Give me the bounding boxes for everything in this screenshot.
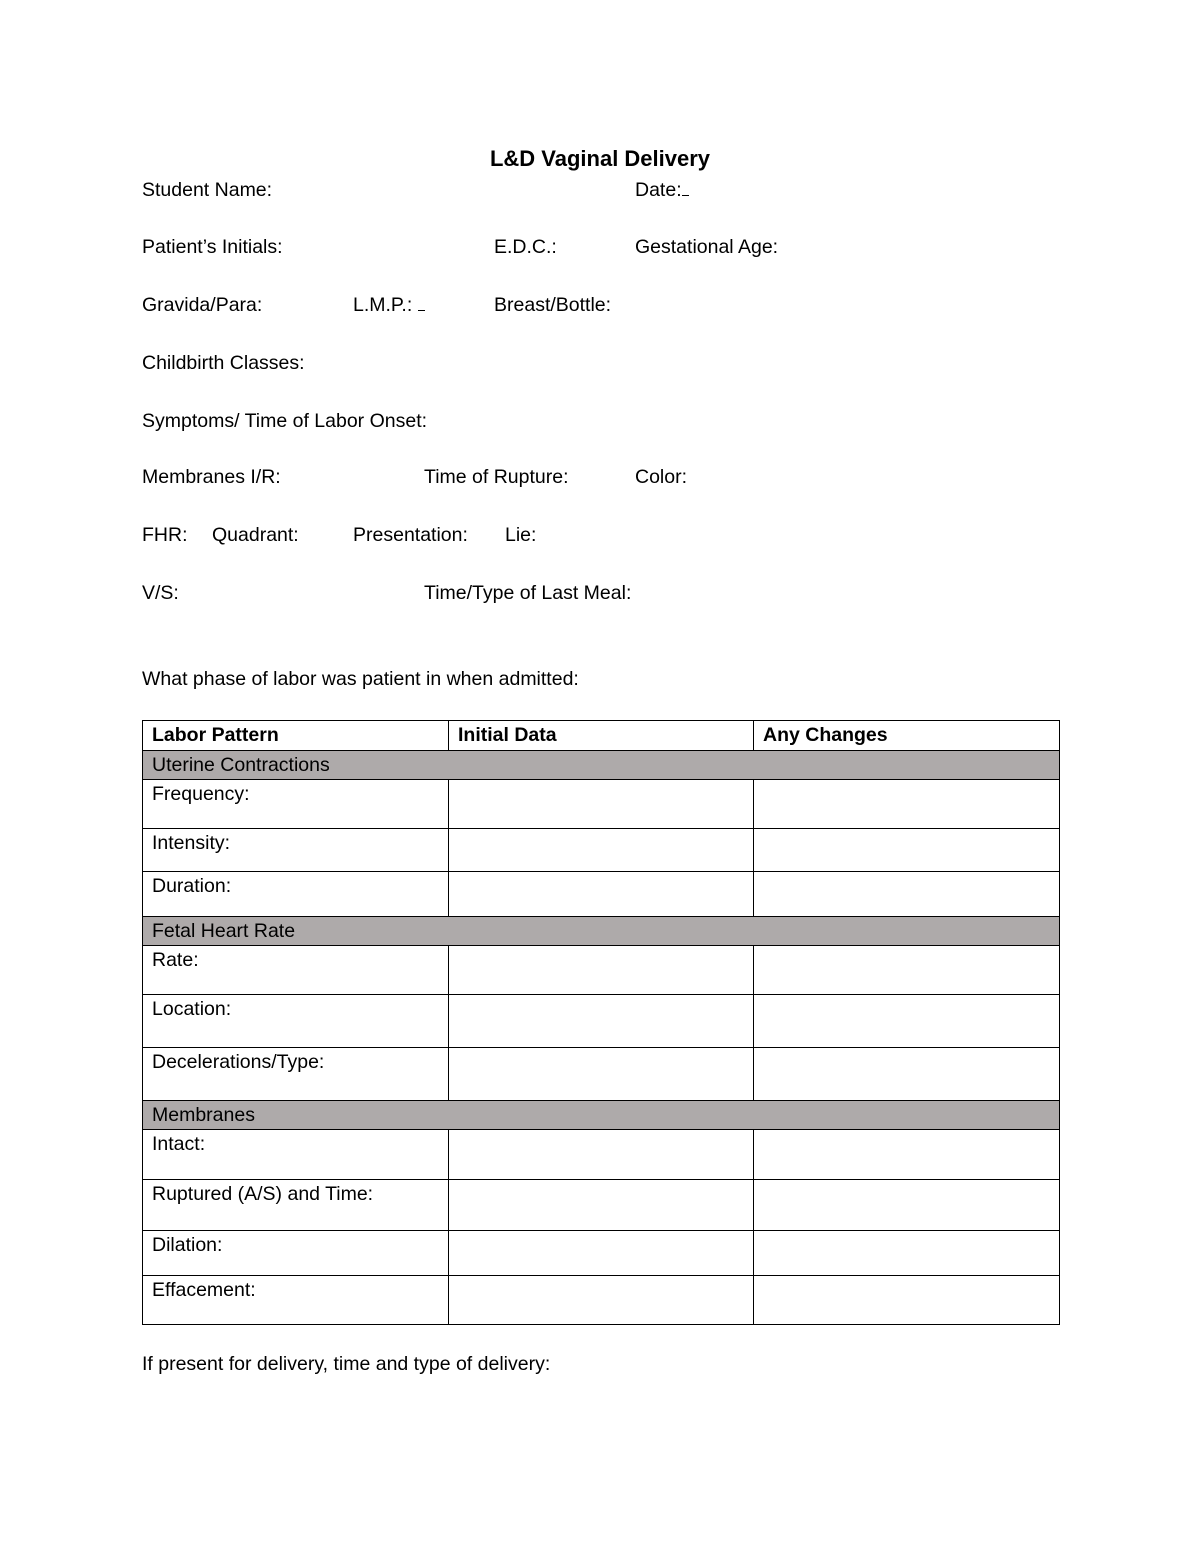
row-label-dilation: Dilation:	[143, 1231, 449, 1276]
labor-onset-label: Symptoms/ Time of Labor Onset:	[142, 410, 428, 432]
date-blank[interactable]	[682, 178, 689, 196]
row-label-location: Location:	[143, 995, 449, 1048]
lmp-blank[interactable]	[418, 293, 425, 311]
gestational-age-label: Gestational Age:	[635, 236, 779, 258]
color-label: Color:	[635, 466, 688, 488]
effacement-initial-data-cell[interactable]	[449, 1276, 754, 1325]
table-row-decelerations	[143, 1048, 1060, 1101]
row-label-rate: Rate:	[143, 946, 449, 995]
edc-label: E.D.C.:	[494, 236, 557, 258]
table-row-intensity	[143, 829, 1060, 872]
table-row-intact	[143, 1130, 1060, 1180]
intensity-any-changes-cell[interactable]	[754, 829, 1060, 872]
row-label-effacement: Effacement:	[143, 1276, 449, 1325]
location-any-changes-cell[interactable]	[754, 995, 1060, 1048]
lie-label: Lie:	[505, 524, 537, 546]
rate-any-changes-cell[interactable]	[754, 946, 1060, 995]
row-label-intensity: Intensity:	[143, 829, 449, 872]
lmp-field[interactable]	[353, 293, 425, 317]
header-initial-data: Initial Data	[449, 721, 754, 751]
row-label-ruptured: Ruptured (A/S) and Time:	[143, 1180, 449, 1231]
gravida-para-label: Gravida/Para:	[142, 294, 263, 316]
row-label-decelerations: Decelerations/Type:	[143, 1048, 449, 1101]
table-row-effacement	[143, 1276, 1060, 1325]
lmp-label: L.M.P.:	[353, 294, 413, 316]
delivery-question: If present for delivery, time and type of delivery:	[142, 1353, 551, 1375]
section-row-fetal-heart-rate	[143, 917, 1060, 946]
rate-initial-data-cell[interactable]	[449, 946, 754, 995]
intact-initial-data-cell[interactable]	[449, 1130, 754, 1180]
section-title-uterine-contractions: Uterine Contractions	[143, 751, 1060, 780]
intact-any-changes-cell[interactable]	[754, 1130, 1060, 1180]
fhr-label: FHR:	[142, 524, 188, 546]
section-row-uterine-contractions	[143, 751, 1060, 780]
header-any-changes: Any Changes	[754, 721, 1060, 751]
intensity-initial-data-cell[interactable]	[449, 829, 754, 872]
duration-any-changes-cell[interactable]	[754, 872, 1060, 917]
frequency-any-changes-cell[interactable]	[754, 780, 1060, 829]
ruptured-initial-data-cell[interactable]	[449, 1180, 754, 1231]
form-title: L&D Vaginal Delivery	[489, 146, 711, 171]
ruptured-any-changes-cell[interactable]	[754, 1180, 1060, 1231]
date-field[interactable]	[635, 178, 689, 202]
date-label: Date:	[635, 179, 682, 201]
duration-initial-data-cell[interactable]	[449, 872, 754, 917]
table-header-row	[143, 721, 1060, 751]
breast-bottle-label: Breast/Bottle:	[494, 294, 612, 316]
effacement-any-changes-cell[interactable]	[754, 1276, 1060, 1325]
frequency-initial-data-cell[interactable]	[449, 780, 754, 829]
patient-initials-label: Patient’s Initials:	[142, 236, 283, 258]
time-of-rupture-label: Time of Rupture:	[424, 466, 569, 488]
table-row-frequency	[143, 780, 1060, 829]
dilation-initial-data-cell[interactable]	[449, 1231, 754, 1276]
decelerations-initial-data-cell[interactable]	[449, 1048, 754, 1101]
row-label-frequency: Frequency:	[143, 780, 449, 829]
student-name-label: Student Name:	[142, 179, 273, 201]
last-meal-label: Time/Type of Last Meal:	[424, 582, 632, 604]
membranes-label: Membranes I/R:	[142, 466, 281, 488]
section-title-membranes: Membranes	[143, 1101, 1060, 1130]
table-row-rate	[143, 946, 1060, 995]
table-row-dilation	[143, 1231, 1060, 1276]
row-label-intact: Intact:	[143, 1130, 449, 1180]
quadrant-label: Quadrant:	[212, 524, 299, 546]
table-row-duration	[143, 872, 1060, 917]
table-row-ruptured	[143, 1180, 1060, 1231]
section-row-membranes	[143, 1101, 1060, 1130]
decelerations-any-changes-cell[interactable]	[754, 1048, 1060, 1101]
section-title-fetal-heart-rate: Fetal Heart Rate	[143, 917, 1060, 946]
phase-question: What phase of labor was patient in when admitted:	[142, 668, 579, 690]
dilation-any-changes-cell[interactable]	[754, 1231, 1060, 1276]
labor-pattern-table	[142, 720, 1060, 1325]
vital-signs-label: V/S:	[142, 582, 179, 604]
location-initial-data-cell[interactable]	[449, 995, 754, 1048]
table-row-location	[143, 995, 1060, 1048]
childbirth-classes-label: Childbirth Classes:	[142, 352, 305, 374]
header-labor-pattern: Labor Pattern	[143, 721, 449, 751]
row-label-duration: Duration:	[143, 872, 449, 917]
presentation-label: Presentation:	[353, 524, 468, 546]
